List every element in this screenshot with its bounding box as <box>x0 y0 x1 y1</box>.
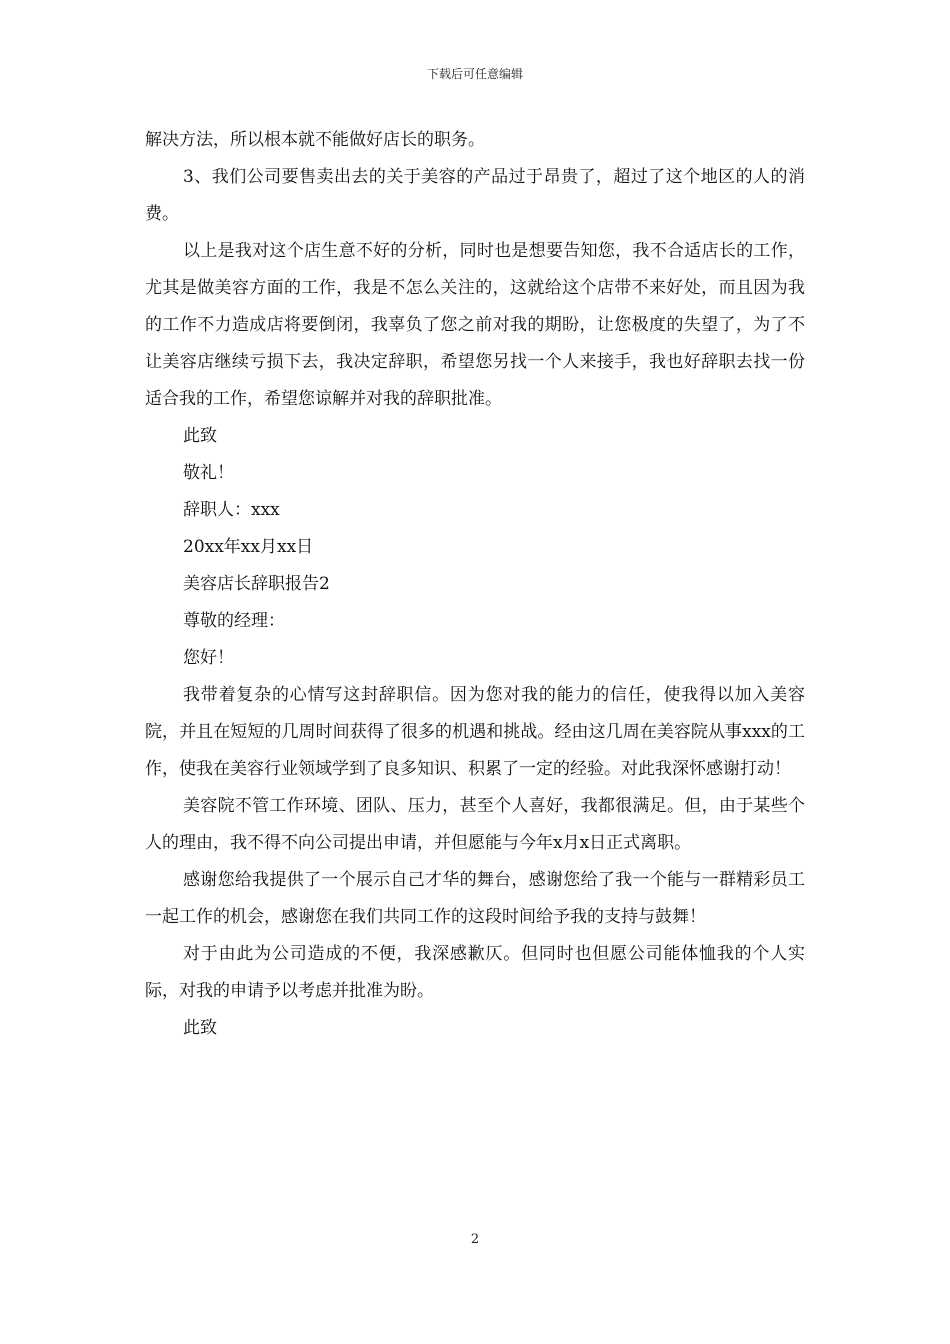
paragraph-thanks: 感谢您给我提供了一个展示自己才华的舞台，感谢您给了我一个能与一群精彩员工一起工作的机会，感谢您在我们共同工作的这段时间给予我的支持与鼓舞！ <box>145 870 805 927</box>
signature-date: 20xx年xx月xx日 <box>183 537 314 557</box>
closing-cizhi: 此致 <box>183 426 217 446</box>
closing-cizhi-2: 此致 <box>183 1018 217 1038</box>
paragraph-reason: 美容院不管工作环境、团队、压力，甚至个人喜好，我都很满足。但，由于某些个人的理由，我不得不向公司提出申请，并但愿能与今年x月x日正式离职。 <box>145 796 805 853</box>
salutation: 尊敬的经理： <box>183 611 285 631</box>
paragraph-continuation: 解决方法，所以根本就不能做好店长的职务。 <box>145 130 485 150</box>
signature-name: 辞职人：xxx <box>183 500 280 520</box>
page-number: 2 <box>470 1232 480 1247</box>
closing-jingli: 敬礼！ <box>183 463 234 483</box>
paragraph-point-3: 3、我们公司要售卖出去的关于美容的产品过于昂贵了，超过了这个地区的人的消费。 <box>145 167 805 224</box>
paragraph-analysis: 以上是我对这个店生意不好的分析，同时也是想要告知您，我不合适店长的工作，尤其是做美容方面的工作，我是不怎么关注的，这就给这个店带不来好处，而且因为我的工作不力造成店将要倒闭，我辜负了您之前对我的期盼，让您极度的失望了，为了不让美容店继续亏损下去，我决定辞职，希望您另找一个人来接手，我也好辞职去找一份适合我的工作，希望您谅解并对我的辞职批准。 <box>145 241 805 409</box>
section-title: 美容店长辞职报告2 <box>183 574 330 594</box>
paragraph-apology: 对于由此为公司造成的不便，我深感歉仄。但同时也但愿公司能体恤我的个人实际，对我的申请予以考虑并批准为盼。 <box>145 944 805 1001</box>
paragraph-intro: 我带着复杂的心情写这封辞职信。因为您对我的能力的信任，使我得以加入美容院，并且在短短的几周时间获得了很多的机遇和挑战。经由这几周在美容院从事xxx的工作，使我在美容行业领域学到了良多知识、积累了一定的经验。对此我深怀感谢打动！ <box>145 685 805 779</box>
document-body <box>145 122 805 1047</box>
page-header: 下载后可任意编辑 <box>426 67 523 81</box>
greeting: 您好！ <box>183 648 234 668</box>
